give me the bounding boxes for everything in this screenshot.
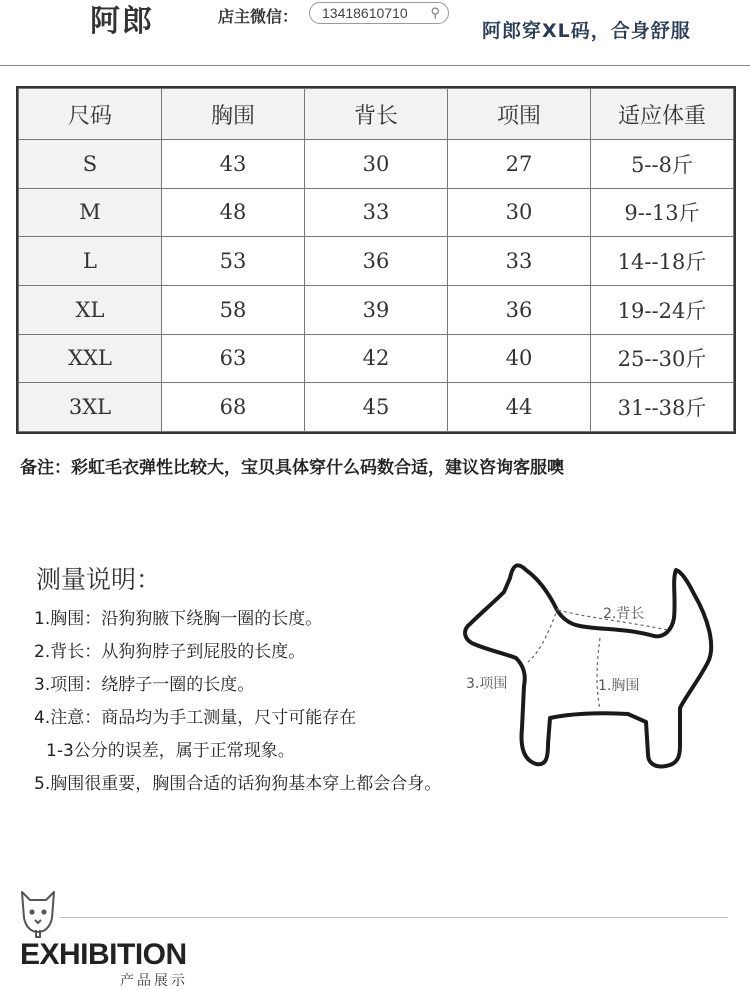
table-row [19, 188, 734, 237]
measure-lines [528, 608, 668, 710]
measurement-title: 测量说明： [36, 565, 162, 594]
list-item: 3.项围：绕脖子一圈的长度。 [34, 675, 255, 695]
table-cell: 31--38斤 [591, 383, 734, 432]
table-cell: 45 [305, 383, 448, 432]
chest-label: 1.胸围 [598, 678, 640, 694]
fit-note: 阿郎穿XL码，合身舒服 [482, 20, 691, 42]
table-cell: 53 [162, 237, 305, 286]
back-length-label: 2.背长 [603, 606, 645, 622]
table-row [19, 140, 734, 189]
table-cell: L [19, 237, 162, 286]
list-item: 4.注意：商品均为手工测量，尺寸可能存在 [34, 708, 357, 728]
measurement-list [34, 606, 441, 804]
size-table [16, 86, 736, 434]
table-cell: 44 [448, 383, 591, 432]
divider [0, 65, 750, 66]
table-header-cell: 背长 [305, 89, 448, 140]
table-cell: 33 [305, 188, 448, 237]
table-cell: 39 [305, 285, 448, 334]
table-cell: 9--13斤 [591, 188, 734, 237]
list-item: 1-3公分的误差，属于正常现象。 [46, 741, 295, 761]
table-row [19, 237, 734, 286]
search-icon: ⚲ [430, 5, 440, 20]
table-header-cell: 适应体重 [591, 89, 734, 140]
table-row [19, 285, 734, 334]
table-cell: 42 [305, 334, 448, 383]
table-cell: 48 [162, 188, 305, 237]
table-row [19, 334, 734, 383]
table-cell: 58 [162, 285, 305, 334]
table-row [19, 383, 734, 432]
table-cell: 40 [448, 334, 591, 383]
table-header-cell: 项围 [448, 89, 591, 140]
brand-name: 阿郎 [90, 4, 154, 39]
neck-label: 3.项围 [466, 676, 508, 692]
dog-silhouette-icon [465, 565, 711, 766]
table-cell: 30 [448, 188, 591, 237]
dog-diagram [458, 558, 728, 773]
table-cell: 63 [162, 334, 305, 383]
table-cell: 5--8斤 [591, 140, 734, 189]
table-cell: 36 [305, 237, 448, 286]
table-header-cell: 尺码 [19, 89, 162, 140]
table-cell: 30 [305, 140, 448, 189]
table-cell: XXL [19, 334, 162, 383]
exhibition-subtitle: 产品展示 [120, 973, 188, 989]
remark-note: 备注：彩虹毛衣弹性比较大，宝贝具体穿什么码数合适，建议咨询客服噢 [20, 458, 564, 478]
table-header-row [19, 89, 734, 140]
table-cell: 25--30斤 [591, 334, 734, 383]
table-cell: 68 [162, 383, 305, 432]
wechat-label: 店主微信： [218, 7, 299, 26]
table-cell: S [19, 140, 162, 189]
dog-face-logo-icon [16, 886, 60, 940]
table-cell: 14--18斤 [591, 237, 734, 286]
list-item: 5.胸围很重要，胸围合适的话狗狗基本穿上都会合身。 [34, 774, 442, 794]
table-cell: 27 [448, 140, 591, 189]
exhibition-title: EXHIBITION [20, 938, 187, 971]
table-cell: M [19, 188, 162, 237]
table-header-cell: 胸围 [162, 89, 305, 140]
footer-divider [60, 917, 728, 918]
table-cell: 36 [448, 285, 591, 334]
table-cell: 33 [448, 237, 591, 286]
wechat-id-box[interactable] [309, 2, 449, 24]
list-item: 1.胸围：沿狗狗腋下绕胸一圈的长度。 [34, 609, 323, 629]
wechat-id: 13418610710 [322, 5, 408, 21]
list-item: 2.背长：从狗狗脖子到屁股的长度。 [34, 642, 306, 662]
table-cell: 43 [162, 140, 305, 189]
table-cell: XL [19, 285, 162, 334]
table-cell: 19--24斤 [591, 285, 734, 334]
table-cell: 3XL [19, 383, 162, 432]
